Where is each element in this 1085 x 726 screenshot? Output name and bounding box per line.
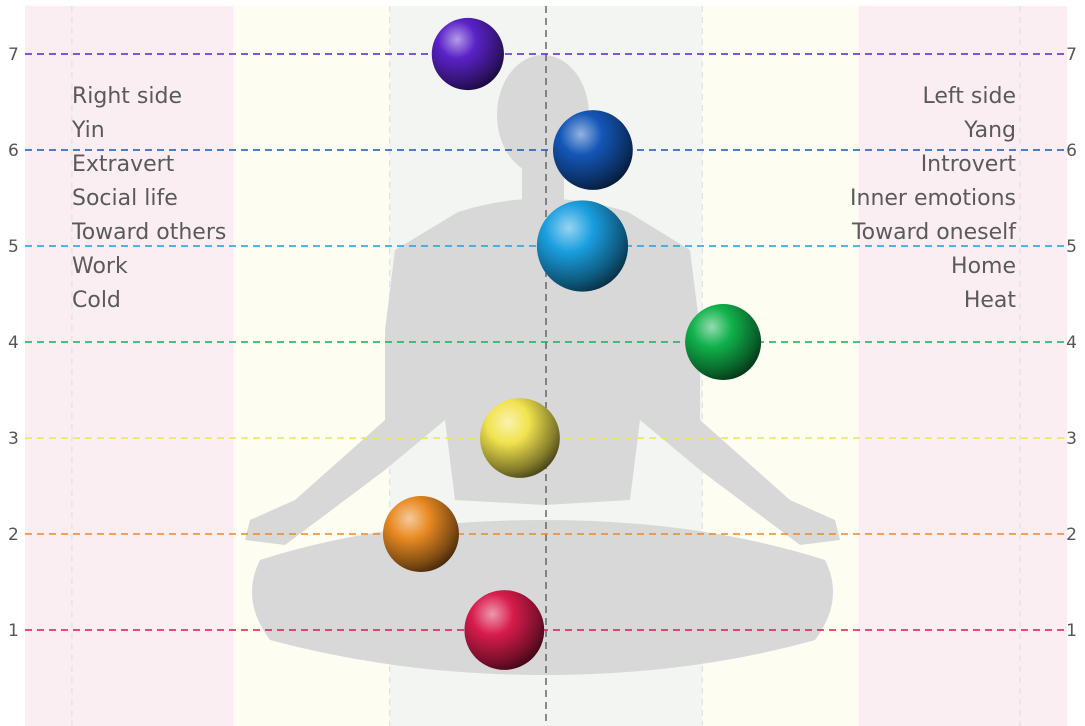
y-tick-left-5: 5 xyxy=(8,237,19,257)
right-label-0: Left side xyxy=(922,84,1016,109)
left-label-0: Right side xyxy=(72,84,182,109)
chakra-point-2 xyxy=(383,496,459,572)
y-tick-right-5: 5 xyxy=(1066,237,1077,257)
left-label-1: Yin xyxy=(72,118,105,143)
chakra-point-5 xyxy=(537,200,628,291)
right-label-4: Toward oneself xyxy=(851,220,1016,245)
chakra-point-4 xyxy=(685,304,761,380)
y-tick-right-3: 3 xyxy=(1066,429,1077,449)
chakra-point-3 xyxy=(480,398,560,478)
y-tick-left-1: 1 xyxy=(8,621,19,641)
right-label-3: Inner emotions xyxy=(850,186,1016,211)
left-label-6: Cold xyxy=(72,288,121,313)
y-tick-left-7: 7 xyxy=(8,45,19,65)
chakra-point-1 xyxy=(464,590,544,670)
y-tick-left-3: 3 xyxy=(8,429,19,449)
y-tick-left-6: 6 xyxy=(8,141,19,161)
left-label-5: Work xyxy=(72,254,128,279)
y-tick-right-7: 7 xyxy=(1066,45,1077,65)
left-label-4: Toward others xyxy=(72,220,227,245)
y-tick-right-6: 6 xyxy=(1066,141,1077,161)
left-label-3: Social life xyxy=(72,186,178,211)
y-tick-right-4: 4 xyxy=(1066,333,1077,353)
right-label-1: Yang xyxy=(964,118,1016,143)
right-label-5: Home xyxy=(951,254,1016,279)
y-tick-left-2: 2 xyxy=(8,525,19,545)
right-label-2: Introvert xyxy=(920,152,1016,177)
chakra-point-6 xyxy=(553,110,633,190)
y-tick-right-1: 1 xyxy=(1066,621,1077,641)
y-tick-right-2: 2 xyxy=(1066,525,1077,545)
chakra-point-7 xyxy=(432,18,504,90)
right-label-6: Heat xyxy=(963,288,1016,313)
background-band-0 xyxy=(25,6,233,726)
left-label-2: Extravert xyxy=(72,152,175,177)
y-tick-left-4: 4 xyxy=(8,333,19,353)
background-band-4 xyxy=(859,6,1067,726)
